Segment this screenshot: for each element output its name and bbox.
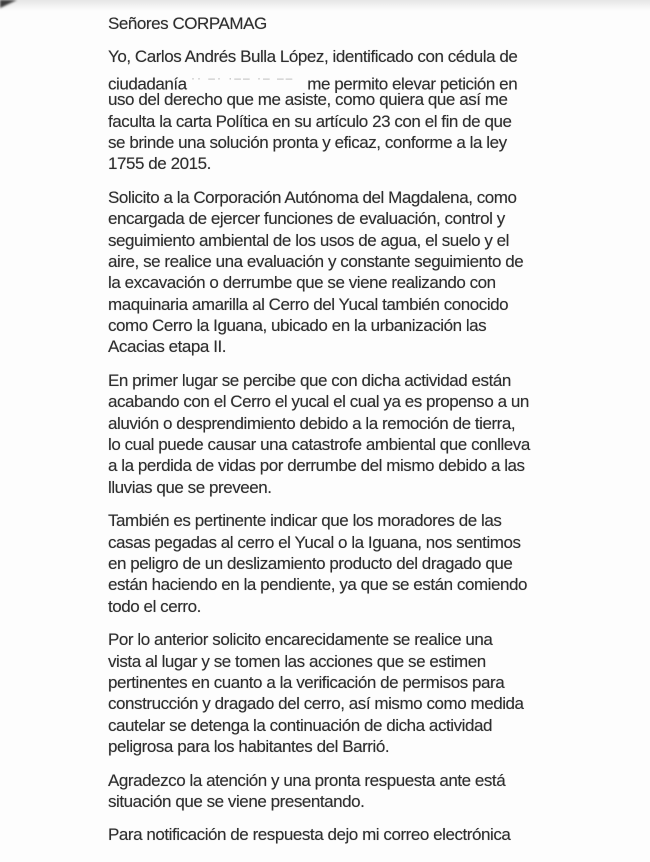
text-line: Yo, Carlos Andrés Bulla López, identificado con cédula de <box>108 47 518 67</box>
text-line: construcción y dragado del cerro, así mismo como medida <box>108 694 524 714</box>
text-line: todo el cerro. <box>108 596 201 616</box>
text-line: lo cual puede causar una catastrofe ambiental que conlleva <box>108 435 530 455</box>
text-line: aluvión o desprendimiento debido a la remoción de tierra, <box>108 413 516 433</box>
text-line: encargada de ejercer funciones de evaluación, control y <box>108 209 505 229</box>
text-line: Para notificación de respuesta dejo mi correo electrónica <box>108 825 511 845</box>
text-line: lluvias que se preveen. <box>108 477 272 497</box>
text-line: situación que se viene presentando. <box>108 791 365 811</box>
text-line: 1755 de 2015. <box>108 154 211 174</box>
text-line: Solicito a la Corporación Autónoma del Magdalena, como <box>108 187 517 207</box>
scan-corner-artifact <box>0 0 17 8</box>
paragraph <box>108 370 578 498</box>
text-line: aire, se realice una evaluación y constante seguimiento de <box>108 251 524 271</box>
paragraph <box>108 629 578 757</box>
text-line: ciudadanía ·· –· ·–– ·– –– me permito elevar petición en <box>108 68 578 89</box>
text-line: la excavación o derrumbe que se viene realizando con <box>108 273 496 293</box>
paragraph <box>108 46 578 174</box>
text-line: se brinde una solución pronta y eficaz, conforme a la ley <box>108 132 507 152</box>
text-line: seguimiento ambiental de los usos de agua, el suelo y el <box>108 230 510 250</box>
redacted-id-number: ·· –· ·–– ·– –– <box>190 70 295 85</box>
text-line: en peligro de un deslizamiento producto del dragado que <box>108 554 513 573</box>
text-line: a la perdida de vidas por derrumbe del mismo debido a las <box>108 456 525 476</box>
text-line: Acacias etapa II. <box>108 337 227 357</box>
text-line: acabando con el Cerro el yucal el cual ya es propenso a un <box>108 392 529 412</box>
scan-edge-shading <box>0 0 650 11</box>
text-line: vista al lugar y se tomen las acciones que se estimen <box>108 651 486 671</box>
text-line: peligrosa para los habitantes del Barrió. <box>108 737 390 757</box>
text-line: pertinentes en cuanto a la verificación de permisos para <box>108 672 505 692</box>
text-line: maquinaria amarilla al Cerro del Yucal también conocido <box>108 294 509 314</box>
text-line: cautelar se detenga la continuación de dicha actividad <box>108 715 492 735</box>
document-body <box>108 46 578 845</box>
text-line: casas pegadas al cerro el Yucal o la Iguana, nos sentimos <box>108 532 521 552</box>
paragraph <box>108 824 578 845</box>
text-line: están haciendo en la pendiente, ya que se están comiendo <box>108 575 528 595</box>
text-line: Agradezco la atención y una pronta respuesta ante está <box>108 770 506 790</box>
paragraph <box>108 510 578 617</box>
paragraph <box>108 770 578 813</box>
text-line: Por lo anterior solicito encarecidamente se realice una <box>108 630 493 650</box>
text-line: uso del derecho que me asiste, como quiera que así me <box>108 90 508 110</box>
letter-recipient: Señores CORPAMAG <box>108 14 267 33</box>
text-line: También es pertinente indicar que los moradores de las <box>108 511 502 531</box>
paragraph <box>108 187 578 358</box>
text-line: como Cerro la Iguana, ubicado en la urbanización las <box>108 316 487 336</box>
text-line: faculta la carta Política en su artículo 23 con el fin de que <box>108 111 512 131</box>
letter-content <box>108 13 578 858</box>
text-line: En primer lugar se percibe que con dicha actividad están <box>108 370 511 390</box>
